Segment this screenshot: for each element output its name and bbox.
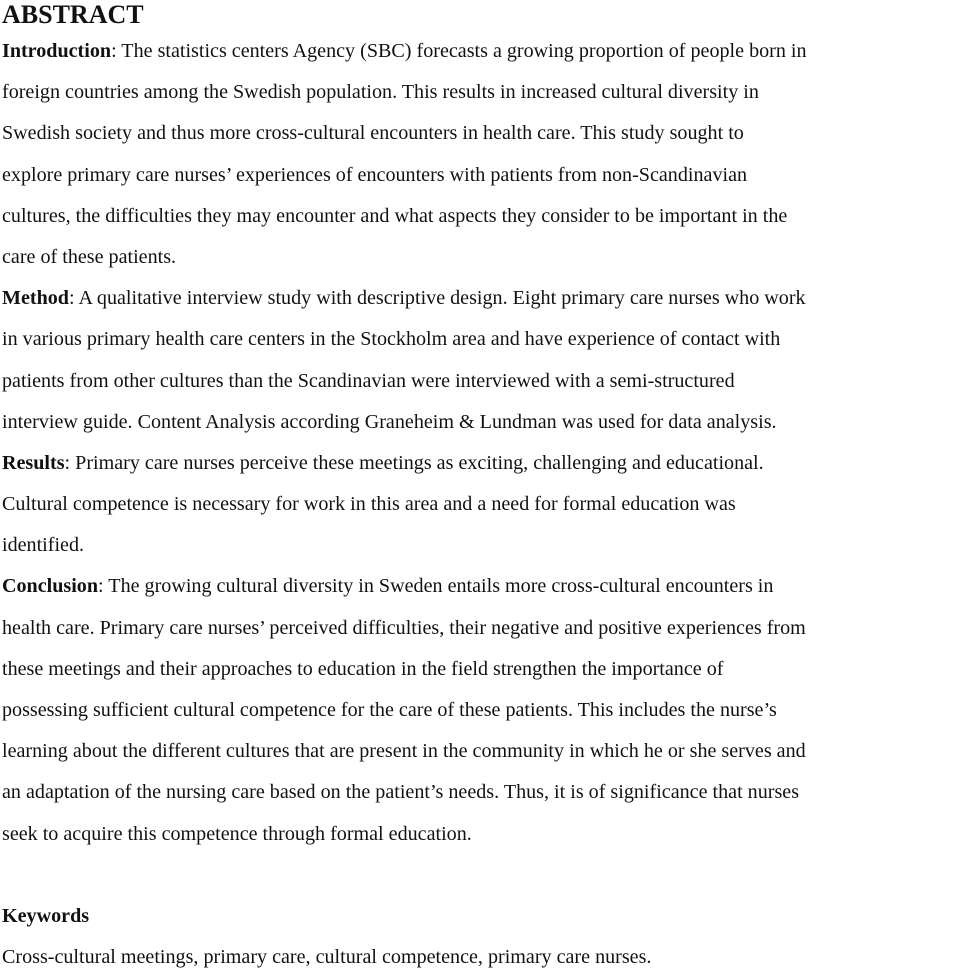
keywords-heading: Keywords — [2, 904, 90, 927]
paragraph-line: an adaptation of the nursing care based on the patient’s needs. Thus, it is of significance that nurses — [2, 781, 800, 804]
method-paragraph — [2, 278, 958, 443]
section-spacer — [2, 855, 958, 896]
paragraph-line: identified. — [2, 534, 85, 557]
paragraph-line: learning about the different cultures that are present in the community in which he or she serves and — [2, 740, 806, 763]
conclusion-paragraph — [2, 566, 958, 854]
paragraph-line: foreign countries among the Swedish population. This results in increased cultural diversity in — [2, 81, 759, 104]
line-text: : The statistics centers Agency (SBC) forecasts a growing proportion of people born in — [111, 40, 807, 62]
introduction-paragraph — [2, 31, 958, 278]
paragraph-line: these meetings and their approaches to education in the field strengthen the importance of — [2, 657, 724, 680]
paragraph-line: possessing sufficient cultural competence for the care of these patients. This includes the nurse’s — [2, 699, 777, 721]
line-text: : The growing cultural diversity in Sweden entails more cross-cultural encounters in — [98, 575, 774, 598]
paragraph-line: Swedish society and thus more cross-cultural encounters in health care. This study sought to — [2, 122, 744, 145]
paragraph-line — [2, 278, 958, 319]
paragraph-line: seek to acquire this competence through formal education. — [2, 822, 472, 845]
abstract-heading: ABSTRACT — [2, 0, 144, 29]
section-label-results: Results — [2, 451, 65, 474]
paragraph-line — [2, 31, 958, 72]
section-label-introduction: Introduction — [2, 40, 112, 62]
paragraph-line — [2, 443, 958, 484]
paragraph-line: explore primary care nurses’ experiences of encounters with patients from non-Scandinavian — [2, 163, 748, 186]
paragraph-line: cultures, the difficulties they may encounter and what aspects they consider to be important in the — [2, 204, 788, 227]
paragraph-line — [2, 566, 958, 607]
paragraph-line: patients from other cultures than the Scandinavian were interviewed with a semi-structured — [2, 369, 735, 392]
results-paragraph — [2, 443, 958, 567]
abstract-page — [2, 0, 958, 978]
section-label-conclusion: Conclusion — [2, 575, 99, 598]
section-label-method: Method — [2, 287, 69, 310]
line-text: : A qualitative interview study with descriptive design. Eight primary care nurses who work — [68, 287, 806, 310]
keywords-text — [2, 937, 958, 978]
paragraph-line: in various primary health care centers in the Stockholm area and have experience of contact with — [2, 328, 781, 351]
paragraph-line: care of these patients. — [2, 245, 177, 268]
paragraph-line: Cross-cultural meetings, primary care, cultural competence, primary care nurses. — [2, 945, 652, 968]
paragraph-line: Cultural competence is necessary for work in this area and a need for formal education was — [2, 493, 736, 516]
paragraph-line: health care. Primary care nurses’ perceived difficulties, their negative and positive experiences from — [2, 616, 806, 639]
line-text: : Primary care nurses perceive these meetings as exciting, challenging and educational. — [64, 451, 764, 474]
paragraph-line: interview guide. Content Analysis according Graneheim & Lundman was used for data analysis. — [2, 410, 777, 433]
